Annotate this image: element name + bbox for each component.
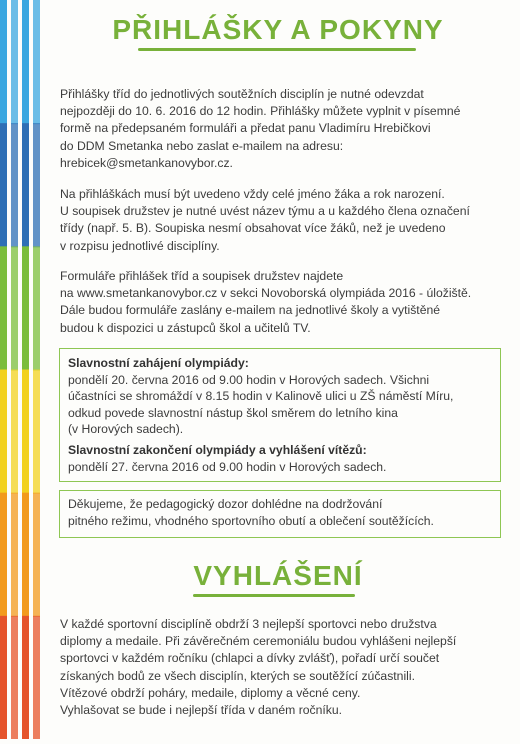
stripe-segment <box>33 493 40 617</box>
stripe-segment <box>0 616 7 739</box>
text-line: do DDM Smetanka nebo zaslat e-mailem na adresu: <box>60 138 344 153</box>
text-line: formě na předepsaném formuláři a předat panu Vladimíru Hrebičkovi <box>60 121 431 136</box>
stripe-segment <box>0 370 7 494</box>
opening-heading: Slavnostní zahájení olympiády: <box>68 356 249 370</box>
text-line: na www.smetankanovybor.cz v sekci Novoborská olympiáda 2016 - úložiště. <box>60 286 472 301</box>
stripe-segment <box>22 0 29 124</box>
text-line: diplomy a medaile. Při závěrečném ceremoniálu budou vyhlášeni nejlepší <box>60 634 457 649</box>
section-title-awards: VYHLÁŠENÍ <box>193 560 363 591</box>
closing-heading: Slavnostní zakončení olympiády a vyhlášení vítězů: <box>68 442 367 457</box>
stripe-segment <box>22 123 29 247</box>
text-line: Vyhlašovat se bude i nejlepší třída v daném ročníku. <box>60 703 343 718</box>
stripe-segment <box>33 616 40 739</box>
text-line: nejpozději do 10. 6. 2016 do 12 hodin. Přihlášky můžete vyplnit v písemné <box>60 104 461 119</box>
stripe-segment <box>11 123 18 247</box>
stripe-segment <box>11 0 18 124</box>
text-line: v rozpisu jednotlivé disciplíny. <box>60 238 220 253</box>
stripe-segment <box>11 493 18 617</box>
text-line: Na přihláškách musí být uvedeno vždy celé jméno žáka a rok narození. <box>60 187 445 201</box>
text-line: Vítězové obdrží poháry, medaile, diplomy a věcné ceny. <box>60 685 361 700</box>
text-line: pondělí 20. června 2016 od 9.00 hodin v Horových sadech. Všichni <box>68 372 430 387</box>
stripe-segment <box>33 246 40 370</box>
text-line: U soupisek družstev je nutné uvést název týmu a u každého člena označení <box>60 204 470 219</box>
text-line: pondělí 27. června 2016 od 9.00 hodin v Horových sadech. <box>68 459 387 474</box>
text-line: pitného režimu, vhodného sportovního obutí a oblečení soutěžících. <box>68 513 434 528</box>
stripe-segment <box>11 370 18 494</box>
stripe-segment <box>11 246 18 370</box>
paragraph-submission <box>60 86 500 172</box>
stripes-graphic <box>0 0 42 739</box>
paragraph-awards <box>60 616 500 719</box>
stripe-segment <box>0 0 7 124</box>
text-line: budou k dispozici u zástupců škol a učitelů TV. <box>60 320 311 335</box>
text-line: účastníci se shromáždí v 8.15 hodin v Kalinově ulici u ZŠ náměstí Míru, <box>68 389 454 404</box>
stripe-segment <box>22 246 29 370</box>
stripe-segment <box>0 246 7 370</box>
stripe-segment <box>33 370 40 494</box>
page-title: PŘIHLÁŠKY A POKYNY <box>112 14 444 45</box>
stripe-segment <box>0 493 7 617</box>
paragraph-forms <box>60 268 500 337</box>
text-line: Přihlášky tříd do jednotlivých soutěžních disciplín je nutné odevzdat <box>60 87 424 101</box>
thanks-note-box <box>59 490 501 538</box>
text-line: odkud povede slavnostní nástup škol směrem do letního kina <box>68 405 398 420</box>
text-line: (v Horových sadech). <box>68 422 184 437</box>
ceremony-info-box <box>59 348 501 482</box>
stripe-segment <box>22 493 29 617</box>
text-line: sportovci v každém ročníku (chlapci a dívky zvlášť), pořadí určí součet <box>60 651 440 666</box>
paragraph-requirements <box>60 186 500 255</box>
text-line: získaných bodů ze všech disciplín, kterých se soutěžící zúčastnili. <box>60 668 415 683</box>
text-line: V každé sportovní disciplíně obdrží 3 nejlepší sportovci nebo družstva <box>60 617 437 631</box>
text-line: Formuláře přihlášek tříd a soupisek družstev najdete <box>60 269 344 283</box>
text-line: Děkujeme, že pedagogický dozor dohlédne na dodržování <box>68 497 383 511</box>
stripe-segment <box>11 616 18 739</box>
text-line: třídy (např. 5. B). Soupiska nesmí obsahovat více žáků, než je uvedeno <box>60 221 446 236</box>
text-line: Dále budou formuláře zaslány e-mailem na jednotlivé školy a vytištěné <box>60 303 441 318</box>
email-text: hrebicek@smetankanovybor.cz. <box>60 155 233 170</box>
stripe-segment <box>0 123 7 247</box>
stripe-segment <box>22 616 29 739</box>
stripe-segment <box>33 0 40 124</box>
section-title-underline <box>193 594 355 597</box>
title-underline <box>138 48 416 51</box>
color-stripes-decoration <box>0 0 42 739</box>
stripe-segment <box>22 370 29 494</box>
stripe-segment <box>33 123 40 247</box>
